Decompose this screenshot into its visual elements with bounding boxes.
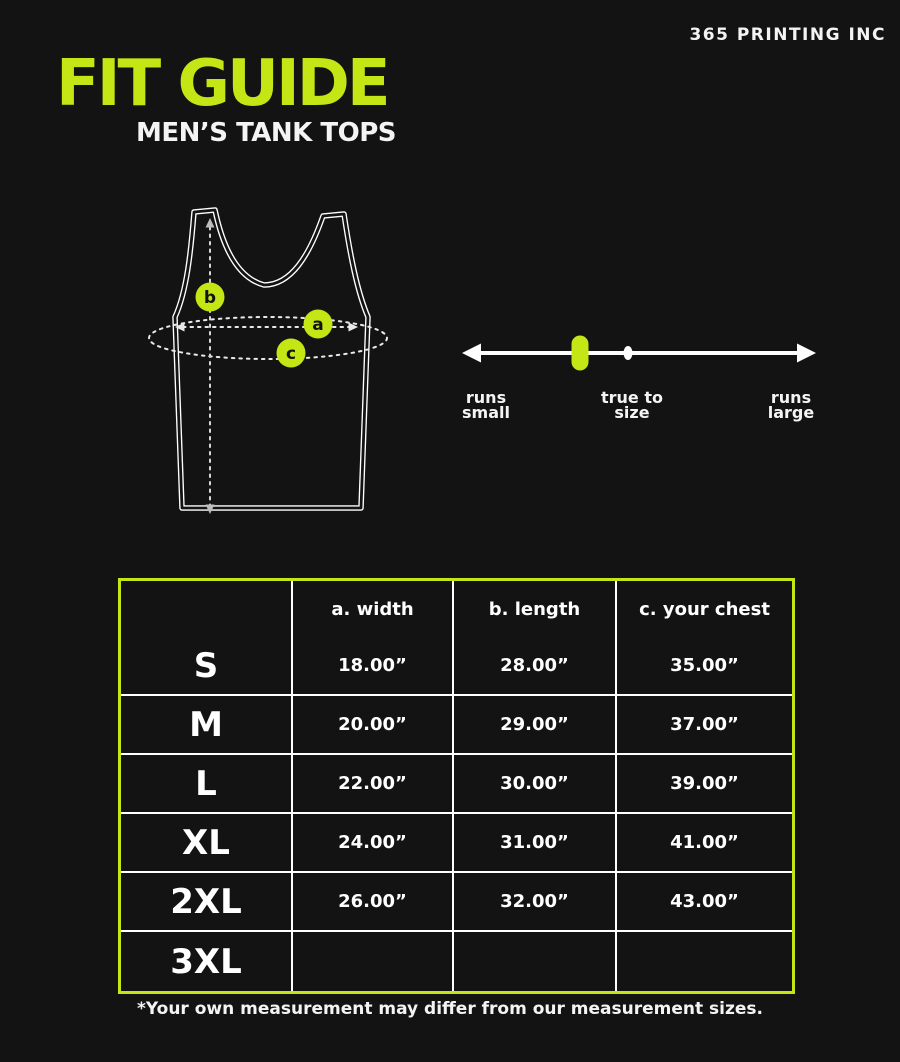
length-value: 28.00”	[454, 637, 617, 696]
scale-center-dot	[624, 346, 633, 360]
page-title: FIT GUIDE	[56, 47, 388, 121]
table-row-l	[121, 755, 792, 814]
scale-arrow-left	[462, 344, 481, 363]
chest-measure-ellipse	[149, 317, 387, 359]
fit-scale	[450, 325, 830, 385]
header-length: b. length	[454, 581, 617, 637]
width-value: 20.00”	[293, 696, 454, 755]
tank-top-diagram	[130, 190, 430, 550]
length-value: 29.00”	[454, 696, 617, 755]
marker-b-letter: b	[203, 288, 217, 308]
width-value: 24.00”	[293, 814, 454, 873]
header-chest: c. your chest	[639, 598, 770, 620]
size-table	[118, 578, 795, 994]
header-corner-cell	[121, 581, 293, 637]
size-label: 3XL	[121, 932, 293, 991]
width-value: 18.00”	[293, 637, 454, 696]
true-to-size-label: true to size	[601, 388, 663, 422]
size-label: M	[121, 696, 293, 755]
table-row-m	[121, 696, 792, 755]
title-block	[56, 47, 396, 148]
runs-large-label: runs large	[767, 388, 815, 422]
brand-text: 365 PRINTING INC	[689, 25, 886, 45]
length-value	[454, 932, 617, 991]
size-label: 2XL	[121, 873, 293, 932]
size-label: L	[121, 755, 293, 814]
table-row-s	[121, 637, 792, 696]
width-value: 26.00”	[293, 873, 454, 932]
size-label: S	[121, 637, 293, 696]
chest-value: 39.00”	[617, 755, 792, 814]
chest-value: 41.00”	[617, 814, 792, 873]
length-value: 30.00”	[454, 755, 617, 814]
scale-arrow-right	[797, 344, 816, 363]
chest-value	[617, 932, 792, 991]
header-width: a. width	[293, 581, 454, 637]
chest-value: 37.00”	[617, 696, 792, 755]
table-row-xl	[121, 814, 792, 873]
chest-value: 35.00”	[617, 637, 792, 696]
marker-c-letter: c	[285, 344, 297, 364]
width-value: 22.00”	[293, 755, 454, 814]
length-arrow-up	[206, 218, 215, 228]
footnote: *Your own measurement may differ from our measurement sizes.	[137, 999, 763, 1019]
table-header-row	[121, 581, 792, 637]
length-value: 32.00”	[454, 873, 617, 932]
width-value	[293, 932, 454, 991]
page-subtitle: MEN’S TANK TOPS	[136, 118, 396, 148]
table-row-2xl	[121, 873, 792, 932]
length-value: 31.00”	[454, 814, 617, 873]
marker-a-letter: a	[312, 315, 324, 335]
size-label: XL	[121, 814, 293, 873]
runs-small-label: runs small	[462, 388, 510, 422]
fit-indicator	[572, 336, 589, 371]
chest-value: 43.00”	[617, 873, 792, 932]
table-row-3xl	[121, 932, 792, 991]
